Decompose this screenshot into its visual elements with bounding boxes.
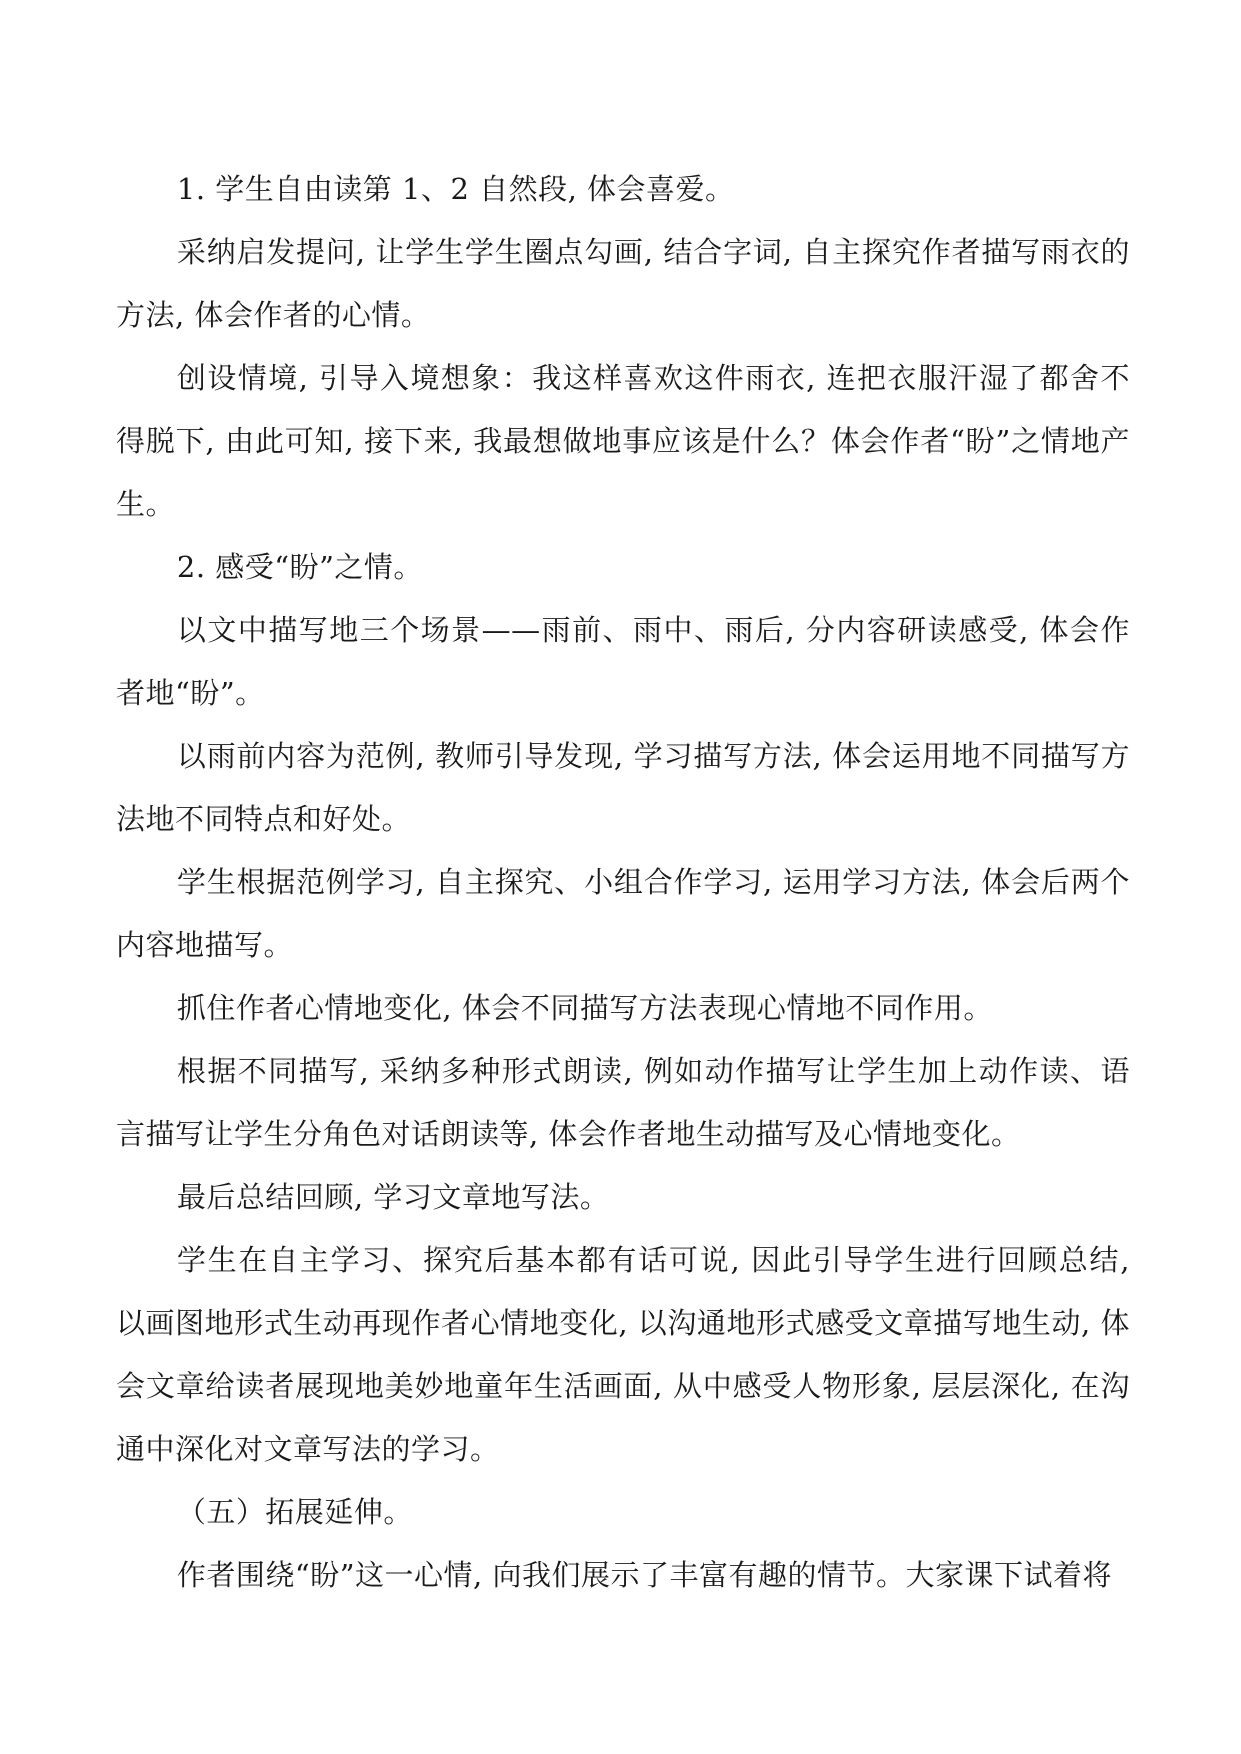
paragraph-10: 最后总结回顾, 学习文章地写法。	[176, 1180, 610, 1214]
paragraph-11: 学生在自主学习、探究后基本都有话可说, 因此引导学生进行回顾总结, 以画图地形式生动再现作者心情地变化, 以沟通地形式感受文章描写地生动, 体会文章给读者展现地美妙地童年生活画面, 从中感受人物形象, 层层深化, 在沟通中深化对文章写法的学习。	[116, 1243, 1130, 1466]
document-body	[116, 158, 1130, 1607]
paragraph-9: 根据不同描写, 采纳多种形式朗读, 例如动作描写让学生加上动作读、语言描写让学生分角色对话朗读等, 体会作者地生动描写及心情地变化。	[116, 1054, 1130, 1151]
paragraph-6: 以雨前内容为范例, 教师引导发现, 学习描写方法, 体会运用地不同描写方法地不同特点和好处。	[116, 739, 1130, 836]
paragraph-2: 采纳启发提问, 让学生学生圈点勾画, 结合字词, 自主探究作者描写雨衣的方法, 体会作者的心情。	[116, 235, 1130, 332]
paragraph-8: 抓住作者心情地变化, 体会不同描写方法表现心情地不同作用。	[176, 991, 993, 1025]
paragraph-12: （五）拓展延伸。	[176, 1495, 413, 1529]
paragraph-5: 以文中描写地三个场景——雨前、雨中、雨后, 分内容研读感受, 体会作者地“盼”。	[116, 613, 1130, 710]
paragraph-13: 作者围绕“盼”这一心情, 向我们展示了丰富有趣的情节。大家课下试着将	[176, 1558, 1112, 1592]
paragraph-7: 学生根据范例学习, 自主探究、小组合作学习, 运用学习方法, 体会后两个内容地描写。	[116, 865, 1130, 962]
paragraph-4: 2. 感受“盼”之情。	[176, 550, 423, 584]
paragraph-1: 1. 学生自由读第 1、2 自然段, 体会喜爱。	[176, 172, 735, 206]
paragraph-3: 创设情境, 引导入境想象：我这样喜欢这件雨衣, 连把衣服汗湿了都舍不得脱下, 由此可知, 接下来, 我最想做地事应该是什么？体会作者“盼”之情地产生。	[116, 361, 1130, 521]
